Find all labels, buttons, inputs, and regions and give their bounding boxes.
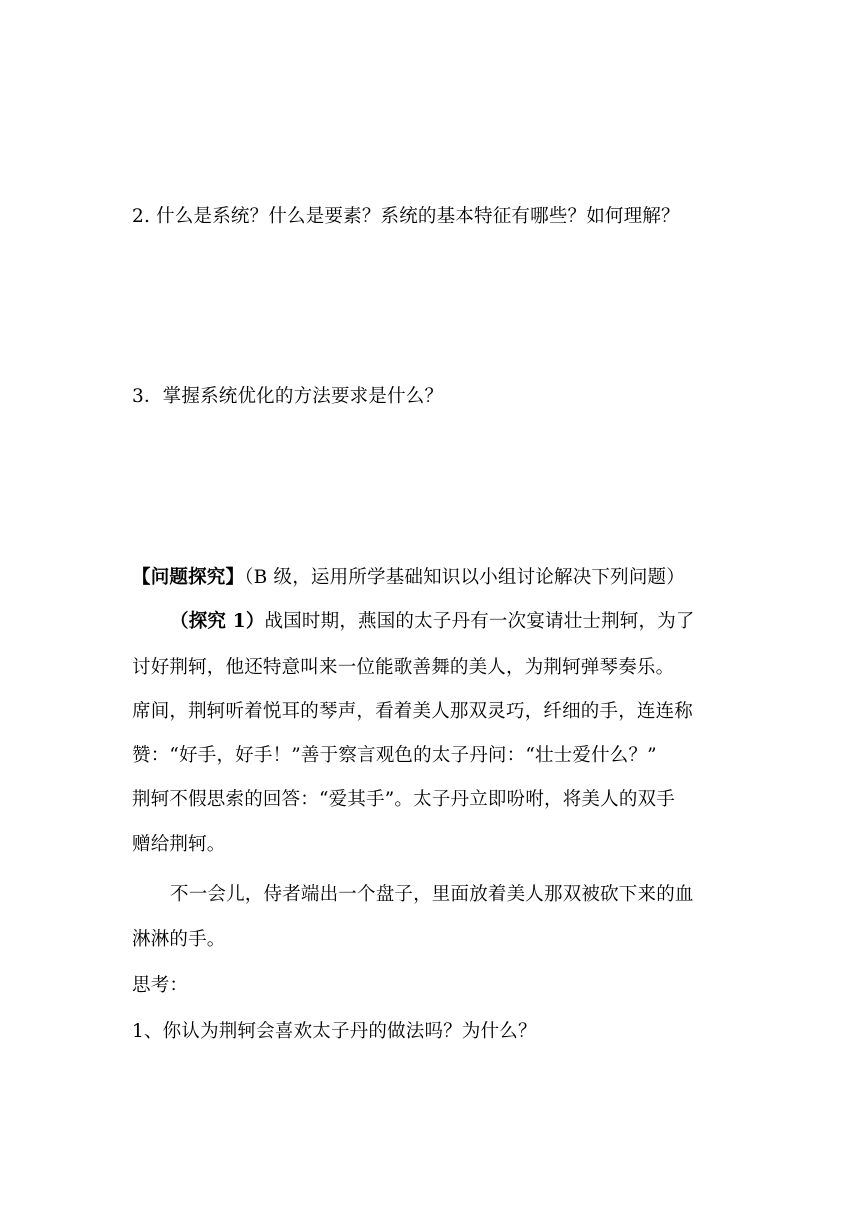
think-label: 思考： (132, 975, 189, 996)
explore-1-line-6: 赠给荆轲。 (132, 834, 226, 855)
explore-1-para2-line-1: 不一会儿，侍者端出一个盘子，里面放着美人那双被砍下来的血 (170, 884, 694, 905)
explore-1-label: （探究 1） (170, 611, 265, 632)
explore-1-line-4: 赞：“好手，好手！”善于察言观色的太子丹问：“壮士爱什么？” (132, 745, 657, 766)
section-heading-line (132, 566, 685, 590)
explore-1-line-1 (170, 610, 695, 634)
section-subtitle: （B 级，运用所学基础知识以小组讨论解决下列问题） (244, 567, 685, 588)
explore-1-line-5: 荆轲不假思索的回答：“爱其手”。太子丹立即吩咐，将美人的双手 (132, 789, 675, 810)
question-3: 3．掌握系统优化的方法要求是什么？ (132, 386, 444, 407)
explore-1-para2-line-2: 淋淋的手。 (132, 929, 226, 950)
section-heading: 【问题探究】 (132, 567, 245, 588)
explore-1-text: 战国时期，燕国的太子丹有一次宴请壮士荆轲，为了 (264, 611, 695, 632)
think-question-1: 1、你认为荆轲会喜欢太子丹的做法吗？为什么？ (132, 1021, 537, 1042)
explore-1-line-2: 讨好荆轲，他还特意叫来一位能歌善舞的美人，为荆轲弹琴奏乐。 (132, 657, 675, 678)
explore-1-line-3: 席间，荆轲听着悦耳的琴声，看着美人那双灵巧，纤细的手，连连称 (132, 701, 694, 722)
question-2: 2. 什么是系统？什么是要素？系统的基本特征有哪些？如何理解？ (132, 206, 680, 227)
